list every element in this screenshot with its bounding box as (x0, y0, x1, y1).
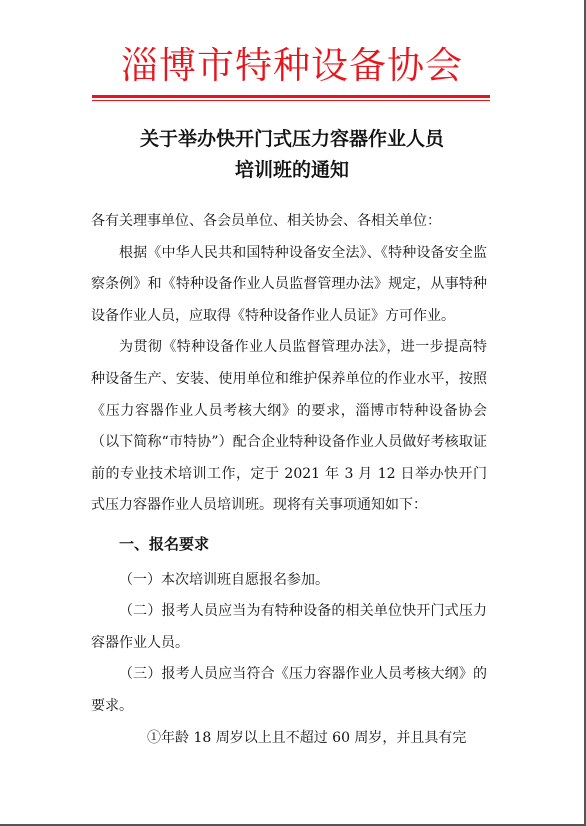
notice-title-line2: 培训班的通知 (234, 159, 349, 181)
notice-title-line1: 关于举办快开门式压力容器作业人员 (139, 128, 444, 150)
paragraph-legal-basis: 根据《中华人民共和国特种设备安全法》、《特种设备安全监察条例》和《特种设备作业人员监督管理办法》规定，从事特种设备作业人员，应取得《特种设备作业人员证》方可作业。 (91, 244, 487, 324)
section-heading-registration: 一、报名要求 (119, 534, 210, 553)
paragraph-purpose: 为贯彻《特种设备作业人员监督管理办法》，进一步提高特种设备生产、安装、使用单位和维护保养单位的作业水平，按照《压力容器作业人员考核大纲》的要求，淄博市特种设备协会（以下简称“市特协”）配合企业特种设备作业人员做好考核取证前的专业技术培训工作，定于 2021 年 3 月 12 日举办快开门式压力容器作业人员培训班。现将有关事项通知如下： (91, 339, 487, 514)
letterhead-rule-thin (92, 100, 490, 101)
list-item: （一）本次培训班自愿报名参加。 (119, 571, 329, 588)
organization-letterhead: 淄博市特种设备协会 (121, 44, 463, 87)
list-item: （三）报考人员应当符合《压力容器作业人员考核大纲》的要求。 (91, 666, 487, 714)
letterhead-rule-thick (92, 95, 490, 98)
list-item: （二）报考人员应当为有特种设备的相关单位快开门式压力容器作业人员。 (91, 603, 487, 651)
notice-body (91, 206, 487, 754)
sub-list-item: ①年龄 18 周岁以上且不超过 60 周岁，并且具有完 (147, 729, 467, 746)
salutation: 各有关理事单位、各会员单位、相关协会、各相关单位： (91, 213, 441, 229)
notice-title (0, 124, 584, 186)
